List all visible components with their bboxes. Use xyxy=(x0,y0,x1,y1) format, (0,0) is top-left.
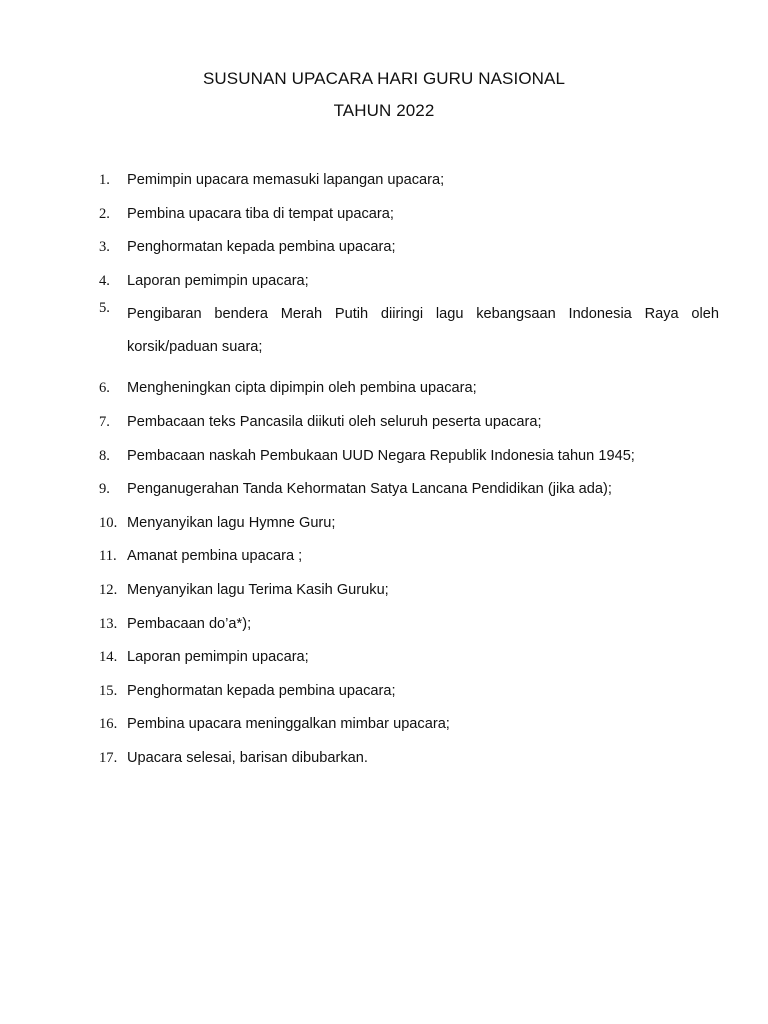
list-item-number: 6. xyxy=(99,380,110,397)
list-item-number: 3. xyxy=(99,239,110,256)
list-item-text: Mengheningkan cipta dipimpin oleh pembina upacara; xyxy=(127,380,477,397)
list-item-text: Menyanyikan lagu Hymne Guru; xyxy=(127,514,336,531)
document-title: SUSUNAN UPACARA HARI GURU NASIONAL xyxy=(202,69,566,88)
list-item xyxy=(99,647,719,667)
list-item xyxy=(99,446,719,466)
list-item-text: Pembina upacara tiba di tempat upacara; xyxy=(127,205,394,222)
list-item xyxy=(99,614,719,634)
list-item xyxy=(99,748,719,768)
ceremony-order-list xyxy=(99,170,719,781)
list-item-number: 8. xyxy=(99,447,110,464)
list-item xyxy=(99,237,719,257)
list-item xyxy=(99,479,719,499)
list-item-text: Pengibaran bendera Merah Putih diiringi lagu kebangsaan Indonesia Raya oleh korsik/paduan suara; xyxy=(127,305,719,356)
list-item-text: Amanat pembina upacara ; xyxy=(127,548,303,565)
list-item xyxy=(99,546,719,566)
list-item-number: 7. xyxy=(99,413,110,430)
list-item-text: Menyanyikan lagu Terima Kasih Guruku; xyxy=(127,581,389,598)
list-item-number: 10. xyxy=(99,514,118,531)
list-item-number: 5. xyxy=(99,299,110,316)
list-item-number: 4. xyxy=(99,272,110,289)
list-item xyxy=(99,681,719,701)
list-item-number: 12. xyxy=(99,581,118,598)
list-item-text: Pembina upacara meninggalkan mimbar upacara; xyxy=(127,716,450,733)
list-item xyxy=(99,378,719,398)
document-subtitle-year: TAHUN 2022 xyxy=(333,101,435,120)
list-item-number: 2. xyxy=(99,205,110,222)
list-item-text: Laporan pemimpin upacara; xyxy=(127,649,309,666)
list-item xyxy=(99,412,719,432)
list-item-number: 15. xyxy=(99,682,118,699)
list-item xyxy=(99,170,719,190)
list-item-number: 14. xyxy=(99,649,118,666)
list-item-number: 1. xyxy=(99,172,110,188)
list-item xyxy=(99,714,719,734)
list-item-number: 11. xyxy=(99,548,117,565)
list-item-text: Upacara selesai, barisan dibubarkan. xyxy=(127,749,368,766)
list-item xyxy=(99,513,719,533)
list-item-text: Pembacaan do’a*); xyxy=(127,615,252,632)
list-item-text: Pembacaan naskah Pembukaan UUD Negara Republik Indonesia tahun 1945; xyxy=(127,447,635,464)
list-item xyxy=(99,580,719,600)
list-item-text: Laporan pemimpin upacara; xyxy=(127,272,309,289)
list-item-number: 16. xyxy=(99,716,118,733)
list-item-number: 17. xyxy=(99,749,118,766)
list-item xyxy=(99,271,719,291)
list-item xyxy=(99,204,719,224)
list-item-number: 9. xyxy=(99,481,110,498)
list-item-text: Penghormatan kepada pembina upacara; xyxy=(127,239,396,256)
list-item-text: Pembacaan teks Pancasila diikuti oleh seluruh peserta upacara; xyxy=(127,413,542,430)
list-item-text: Penganugerahan Tanda Kehormatan Satya Lancana Pendidikan (jika ada); xyxy=(127,481,612,498)
list-item-text: Pemimpin upacara memasuki lapangan upacara; xyxy=(127,172,445,188)
list-item-number: 13. xyxy=(99,615,118,632)
list-item-text: Penghormatan kepada pembina upacara; xyxy=(127,682,396,699)
list-item xyxy=(99,298,719,365)
